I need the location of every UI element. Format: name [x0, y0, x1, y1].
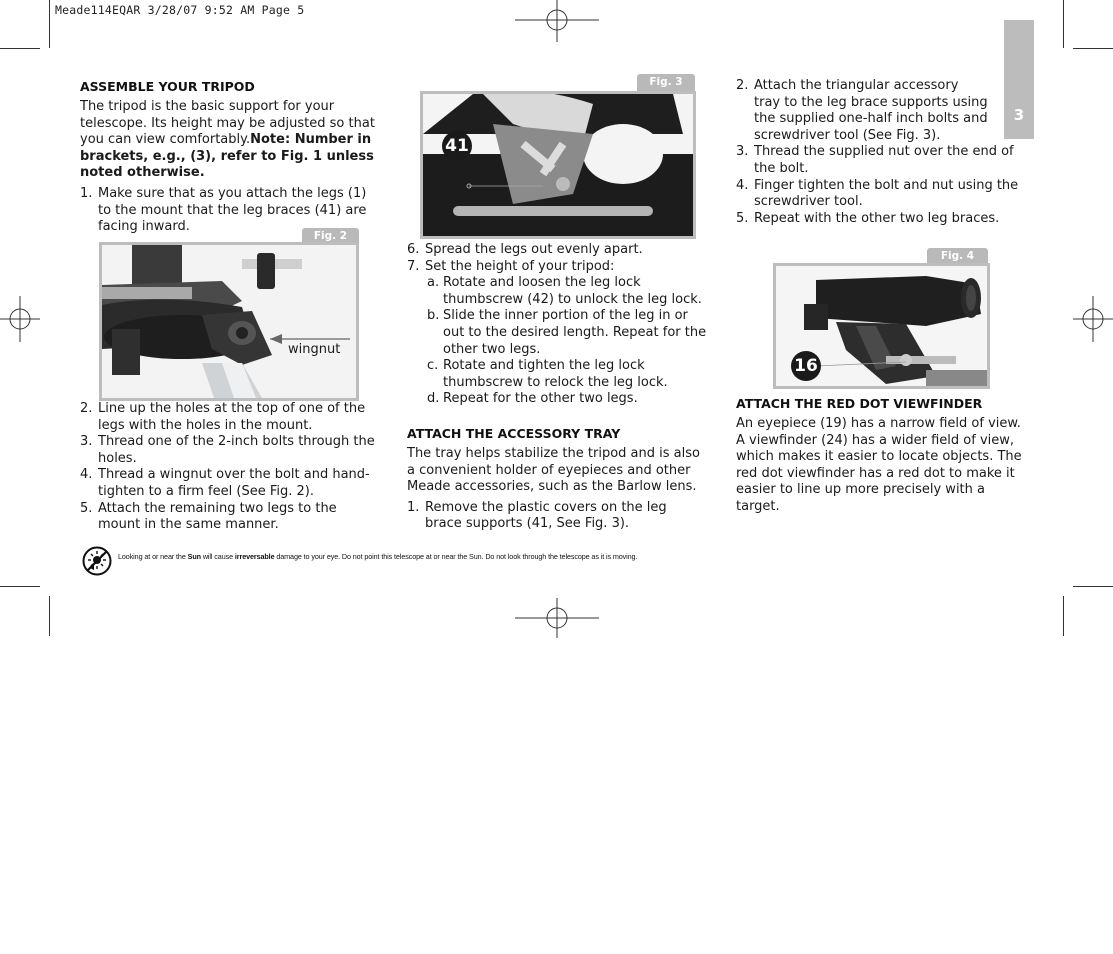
registration-mark-right [1071, 296, 1113, 342]
registration-mark-top [515, 0, 599, 42]
page-number: 3 [1013, 106, 1025, 124]
list-item: b. Slide the inner portion of the leg in or out to the desired length. Repeat for the other two legs. [427, 308, 707, 357]
list-item: c. Rotate and tighten the leg lock thumbscrew to relock the leg lock. [427, 358, 668, 390]
list-item: 3. Thread the supplied nut over the end of the bolt. [736, 144, 1014, 176]
fig4-photo [773, 263, 990, 389]
fig3-callout-number: 41 [445, 136, 469, 156]
heading-assemble-tripod: ASSEMBLE YOUR TRIPOD [80, 79, 255, 94]
list-item: 5. Repeat with the other two leg braces. [736, 210, 1000, 226]
column-3 [736, 78, 1026, 227]
fig2-photo [99, 242, 359, 401]
slug-line: Meade114EQAR 3/28/07 9:52 AM Page 5 [55, 3, 305, 17]
column-1-steps [80, 401, 378, 534]
list-item: a. Rotate and loosen the leg lock thumbscrew (42) to unlock the leg lock. [427, 275, 702, 307]
fig4-callout-number: 16 [794, 356, 818, 376]
note-text: Note: Number in brackets, e.g., (3), refer to Fig. 1 unless noted otherwise. [80, 132, 374, 181]
viewfinder-body: An eyepiece (19) has a narrow field of view. A viewfinder (24) has a wider field of view, which makes it easier to locate objects. The red dot viewfinder has a red dot to make it easier to line up more precisely with a target. [736, 416, 1022, 514]
list-item: 4. Thread a wingnut over the bolt and hand-tighten to a firm feel (See Fig. 2). [80, 467, 370, 499]
list-item: 1. Remove the plastic covers on the leg brace supports (41, See Fig. 3). [407, 499, 667, 532]
list-item: 2. Line up the holes at the top of one of the legs with the holes in the mount. [80, 401, 366, 433]
column-1 [80, 79, 378, 236]
list-item: 6. Spread the legs out evenly apart. [407, 242, 643, 257]
sun-warning-icon [82, 546, 112, 576]
sun-warning-text: Looking at or near the Sun will cause irreversable damage to your eye. Do not point this telescope at or near the Sun. Do not look through the telescope as it is moving. [118, 552, 638, 561]
wingnut-callout: wingnut [288, 342, 341, 357]
tray-steps-list [736, 78, 1026, 227]
fig2-label: Fig. 2 [302, 228, 359, 245]
list-item: 4. Finger tighten the bolt and nut using the screwdriver tool. [736, 177, 1019, 210]
list-item: 3. Thread one of the 2-inch bolts through the holes. [80, 434, 375, 466]
fig4-label: Fig. 4 [927, 248, 988, 265]
heading-red-dot-viewfinder: ATTACH THE RED DOT VIEWFINDER [736, 396, 983, 411]
list-item: 7. Set the height of your tripod: [407, 258, 615, 274]
list-item: 5. Attach the remaining two legs to the mount in the same manner. [80, 500, 337, 533]
tray-intro: The tray helps stabilize the tripod and is also a convenient holder of eyepieces and other Meade accessories, such as the Barlow lens. [407, 445, 700, 495]
list-item: 1. Make sure that as you attach the legs (1) to the mount that the leg braces (41) are facing inward. [80, 185, 367, 235]
tripod-steps-list [80, 401, 378, 534]
list-item: 2. Attach the triangular accessory tray to the leg brace supports using the supplied one-half inch bolts and screwdriver tool (See Fig. 3). [736, 78, 988, 143]
registration-mark-bottom [515, 598, 599, 638]
tripod-intro: The tripod is the basic support for your telescope. Its height may be adjusted so that you can view comfortably.Note: Number in brackets, e.g., (3), refer to Fig. 1 unless noted otherwise. [80, 99, 375, 181]
fig3-label: Fig. 3 [637, 74, 695, 91]
list-item: d. Repeat for the other two legs. [427, 391, 638, 407]
column-2 [407, 242, 707, 533]
registration-mark-left [0, 296, 42, 342]
accessory-tray-illustration [423, 94, 693, 236]
column-3-viewfinder [736, 396, 1026, 516]
height-steps-list [407, 242, 707, 408]
heading-accessory-tray: ATTACH THE ACCESSORY TRAY [407, 425, 621, 441]
tripod-mount-illustration [102, 245, 356, 398]
fig3-photo [420, 91, 696, 239]
